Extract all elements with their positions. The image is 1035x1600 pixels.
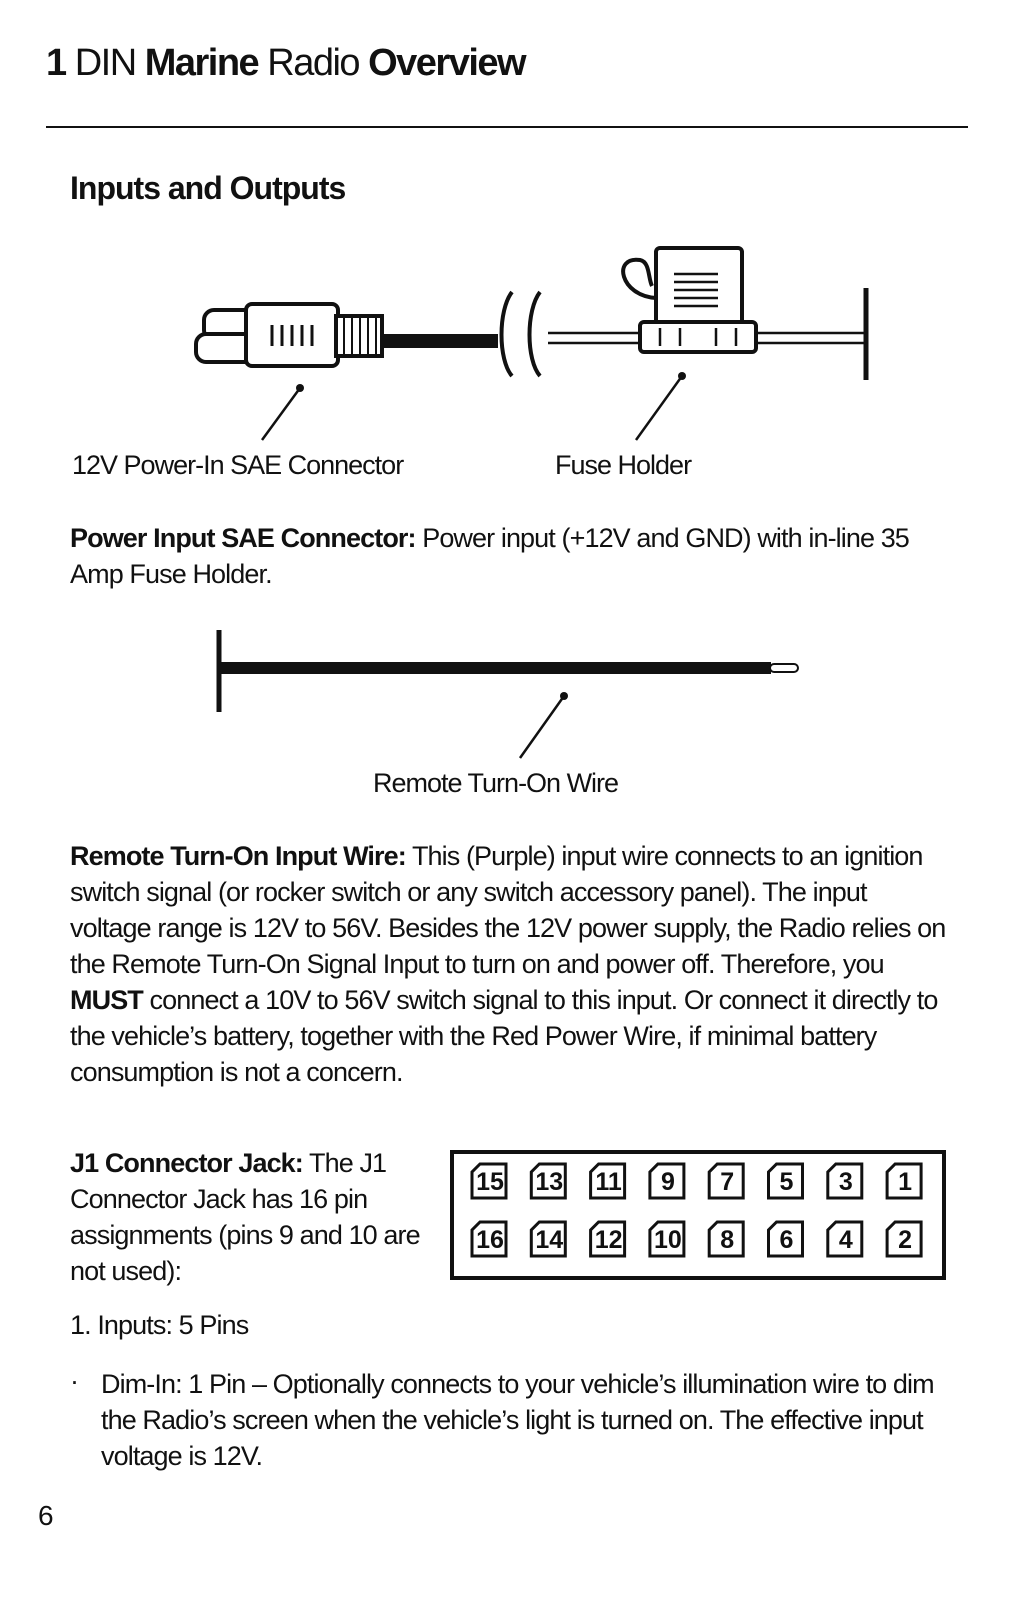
pin-number: 13 — [535, 1168, 564, 1196]
description-text: Power input (+12V and GND) with in-line 35 Amp Fuse Holder. — [70, 523, 909, 589]
j1-connector-description — [70, 1145, 430, 1289]
page-number: 6 — [38, 1500, 54, 1531]
pin-number: 15 — [476, 1168, 504, 1196]
remote-turn-on-description — [70, 838, 950, 1090]
pin-number: 1 — [898, 1168, 913, 1196]
callout-pointer — [636, 372, 686, 440]
connector-pin — [591, 1222, 625, 1256]
title-part: DIN — [65, 42, 145, 84]
header-divider — [46, 126, 968, 128]
pin-number: 6 — [779, 1226, 794, 1254]
title-part: 1 — [46, 42, 66, 84]
connector-pin — [709, 1164, 743, 1198]
term: Power Input SAE Connector: — [70, 523, 416, 553]
cable-break-mark — [502, 292, 513, 376]
title-part: Overview — [368, 42, 526, 84]
connector-pin — [887, 1222, 921, 1256]
j1-connector-pin-diagram — [450, 1150, 950, 1282]
title-part: Radio — [258, 42, 369, 84]
pin-number: 4 — [838, 1226, 853, 1254]
page-title — [46, 42, 525, 85]
callout-pointer — [262, 384, 304, 440]
callout-pointer — [520, 692, 568, 758]
power-input-description — [70, 520, 950, 592]
wire-tip — [770, 664, 798, 672]
remote-wire-diagram — [0, 620, 1035, 780]
section-heading: Inputs and Outputs — [70, 170, 346, 206]
pin-number: 16 — [476, 1226, 504, 1254]
connector-pin — [709, 1222, 743, 1256]
description-text: The J1 Connector Jack has 16 pin assignments (pins 9 and 10 are not used): — [70, 1148, 420, 1286]
connector-pin — [531, 1222, 565, 1256]
connector-outline — [452, 1152, 944, 1278]
pin-number: 2 — [898, 1226, 913, 1254]
remote-turn-on-wire — [219, 662, 771, 674]
connector-pin — [769, 1222, 803, 1256]
connector-pin — [828, 1164, 862, 1198]
bullet-marker: · — [70, 1366, 79, 1396]
connector-pin — [531, 1164, 565, 1198]
description-text: connect a 10V to 56V switch signal to this input. Or connect it directly to the vehicle’s battery, together with the Red Power Wire, if minimal battery consumption is not a concern. — [70, 985, 938, 1087]
connector-pin — [650, 1222, 684, 1256]
pin-number: 5 — [779, 1168, 794, 1196]
pin-number: 7 — [720, 1168, 735, 1196]
emphasis-text: MUST — [70, 985, 143, 1015]
power-cable — [382, 334, 498, 348]
list-item: 1. Inputs: 5 Pins — [70, 1310, 249, 1340]
description-text: This (Purple) input wire connects to an ignition switch signal (or rocker switch or any switch accessory panel). The input voltage range is 12V to 56V. Besides the 12V power supply, the Radio relies on the Remote Turn-On Signal Input to turn on and power off. Therefore, you — [70, 841, 946, 979]
pin-number: 3 — [838, 1168, 853, 1196]
pin-number: 10 — [653, 1226, 682, 1254]
sae-connector-illustration — [196, 304, 382, 366]
pin-number: 9 — [660, 1168, 675, 1196]
term: J1 Connector Jack: — [70, 1148, 303, 1178]
cable-break-mark — [530, 292, 541, 376]
connector-pin — [472, 1222, 506, 1256]
term: Remote Turn-On Input Wire: — [70, 841, 406, 871]
pin-number: 11 — [595, 1168, 622, 1196]
pin-number: 8 — [720, 1226, 735, 1254]
pin-number: 14 — [535, 1226, 564, 1254]
connector-pin — [887, 1164, 921, 1198]
connector-pin — [472, 1164, 506, 1198]
connector-pin — [650, 1164, 684, 1198]
remote-wire-label: Remote Turn-On Wire — [373, 768, 619, 798]
connector-pin — [828, 1222, 862, 1256]
fuse-holder-illustration — [623, 248, 756, 352]
fuse-holder-label: Fuse Holder — [555, 450, 692, 480]
pin-number: 12 — [594, 1226, 623, 1254]
sae-connector-label: 12V Power-In SAE Connector — [72, 450, 404, 480]
title-part: Marine — [144, 42, 259, 84]
power-connector-diagram — [0, 230, 1035, 460]
connector-pin — [769, 1164, 803, 1198]
connector-pin — [591, 1164, 625, 1198]
list-item: Dim-In: 1 Pin – Optionally connects to your vehicle’s illumination wire to dim the Radio’s screen when the vehicle’s light is turned on. The effective input voltage is 12V. — [101, 1369, 934, 1471]
